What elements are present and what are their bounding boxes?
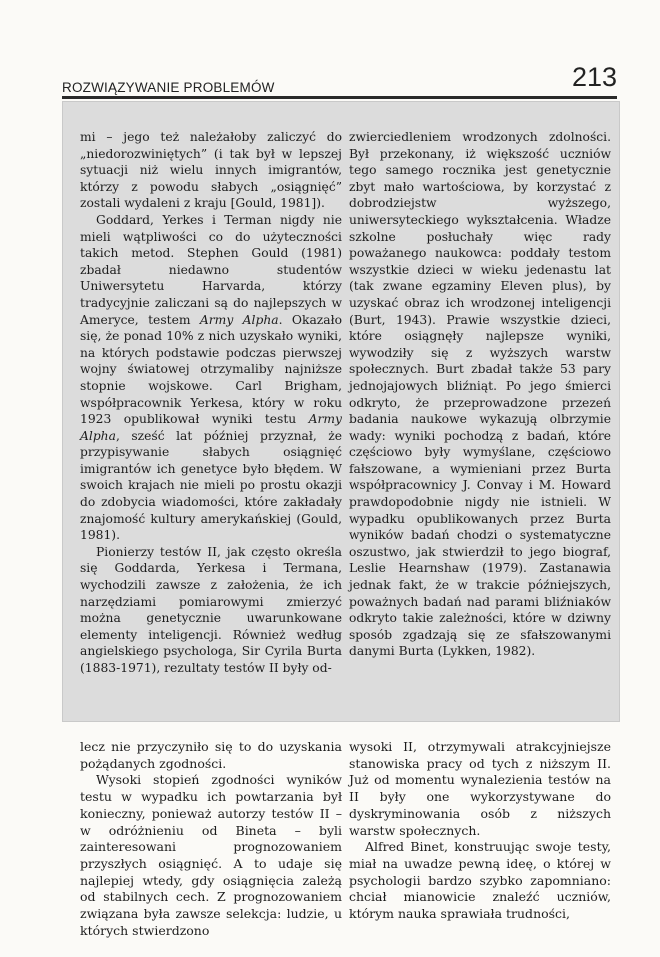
page-header	[62, 62, 617, 96]
running-title: ROZWIĄZYWANIE PROBLEMÓW	[62, 80, 275, 95]
box-paragraph: mi – jego też należałoby zaliczyć do „niedorozwiniętych” (i tak był w lepszej sytuacji niż wielu innych imigrantów, którzy z powodu słabych „osiągnięć” zostali wydaleni z kraju [Gould, 1981]).	[80, 130, 342, 211]
body-paragraph: lecz nie przyczyniło się to do uzyskania pożądanych zgodności.	[80, 739, 342, 771]
header-rule	[62, 96, 617, 99]
text-span: Goddard, Yerkes i Terman nigdy nie mieli wątpliwości co do użyteczności takich metod. Stephen Gould (1981) zbadał niedawno studentów Uniwersytetu Harvarda, którzy tradycyjnie zaliczani są do najlepszych w Ameryce, testem	[80, 212, 342, 327]
body-paragraph: wysoki II, otrzymywali atrakcyjniejsze stanowiska pracy od tych z niższym II. Już od momentu wynalezienia testów na II były one wykorzystywane do dyskryminowania osób z niższych warstw społecznych.	[349, 739, 611, 838]
body-paragraph: Alfred Binet, konstruując swoje testy, miał na uwadze pewną ideę, o której w psychologii bardzo szybko zapomniano: chciał mianowicie znaleźć uczniów, którym nauka sprawiała trudności,	[349, 839, 611, 922]
italic-title: Army Alpha	[199, 312, 279, 327]
text-span: . Okazało się, że ponad 10% z nich uzyskało wyniki, na których podstawie podczas pierwszej wojny światowej otrzymaliby najniższe stopnie wojskowe. Carl Brigham, współpracownik Yerkesa, który w roku 1923 opublikował wyniki testu	[80, 312, 342, 427]
box-paragraph: zwierciedleniem wrodzonych zdolności. Był przekonany, iż większość uczniów tego samego rocznika jest genetycznie zbyt mało wartościowa, by korzystać z dobrodziejstw wyższego, uniwersyteckiego wykształcenia. Władze szkolne posłuchały więc rady poważanego naukowca: poddały testom wszystkie dzieci w wieku jedenastu lat (tak zwane egzaminy Eleven plus), by uzyskać obraz ich wrodzonej inteligencji (Burt, 1943). Prawie wszystkie dzieci, które osiągnęły najlepsze wyniki, wywodziły się z wyższych warstw społecznych. Burt zbadał także 53 pary jednojajowych bliźniąt. Po jego śmierci odkryto, że przeprowadzone przezeń badania naukowe wykazują olbrzymie wady: wyniki pochodzą z badań, które częściowo były wymyślane, częściowo fałszowane, a wymieniani przez Burta współpracownicy J. Convay i M. Howard prawdopodobnie nigdy nie istnieli. W wypadku opublikowanych przez Burta wyników badań chodzi o systematyczne oszustwo, jak stwierdził to jego biograf, Leslie Hearnshaw (1979). Zastanawia jednak fakt, że w trakcie późniejszych, poważnych badań nad parami bliźniaków odkryto takie zależności, które w dziwny sposób zgadzają się ze sfałszowanymi danymi Burta (Lykken, 1982).	[349, 130, 611, 659]
text-span: , sześć lat później przyznał, że przypisywanie słabych osiągnięć imigrantów ich genetyce było błędem. W swoich krajach nie mieli po prostu okazji do zdobycia wiadomości, które zakładały znajomość kultury amerykańskiej (Gould, 1981).	[80, 428, 342, 543]
box-column-right	[349, 129, 611, 660]
page-number: 213	[571, 62, 617, 92]
box-paragraph	[80, 212, 342, 544]
italic-title: Army Alpha	[80, 412, 342, 443]
box-paragraph: Pionierzy testów II, jak często określa się Goddarda, Yerkesa i Termana, wychodzili zawsze z założenia, że ich narzędziami pomiarowymi zmierzyć można genetycznie uwarunkowane elementy inteligencji. Również według angielskiego psychologa, Sir Cyrila Burta (1883-1971), rezultaty testów II były od-	[80, 544, 342, 675]
box-column-left	[80, 129, 342, 677]
body-paragraph: Wysoki stopień zgodności wyników testu w wypadku ich powtarzania był konieczny, ponieważ autorzy testów II – w odróżnieniu od Bineta – byli zainteresowani prognozowaniem przyszłych osiągnięć. A to udaje się najlepiej wtedy, gdy osiągnięcia zależą od stabilnych cech. Z prognozowaniem związana była zawsze selekcja: ludzie, u których stwierdzono	[80, 772, 342, 938]
body-column-left	[80, 739, 342, 939]
body-column-right	[349, 739, 611, 923]
